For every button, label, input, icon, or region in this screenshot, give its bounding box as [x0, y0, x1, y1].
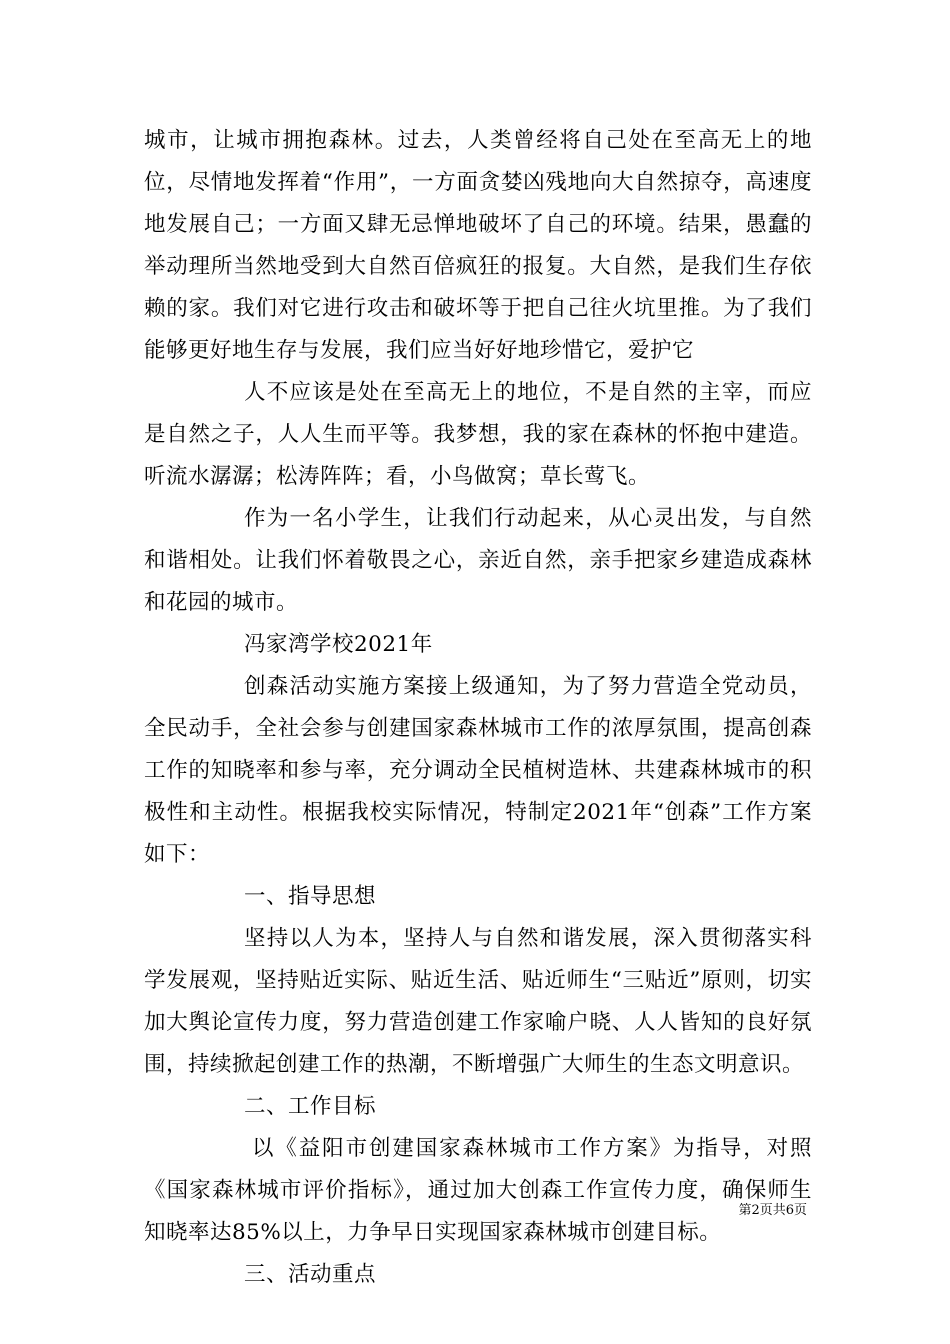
section-heading: 二、工作目标 — [244, 1094, 377, 1119]
paragraph: 作为一名小学生，让我们行动起来，从心灵出发，与自然和谐相处。让我们怀着敬畏之心，亲近自然，亲手把家乡建造成森林和花园的城市。 — [144, 506, 812, 615]
document-body — [144, 120, 812, 1296]
page-number: 第2页共6页 — [738, 1203, 807, 1218]
paragraph: 创森活动实施方案接上级通知，为了努力营造全党动员，全民动手，全社会参与创建国家森林城市工作的浓厚氛围，提高创森工作的知晓率和参与率，充分调动全民植树造林、共建森林城市的积极性和主动性。根据我校实际情况，特制定2021年“创森”工作方案如下： — [144, 674, 812, 867]
section-heading: 三、活动重点 — [244, 1262, 377, 1287]
paragraph-continuation: 城市，让城市拥抱森林。过去，人类曾经将自己处在至高无上的地位，尽情地发挥着“作用”，一方面贪婪凶残地向大自然掠夺，高速度地发展自己；一方面又肆无忌惮地破坏了自己的环境。结果，愚蠢的举动理所当然地受到大自然百倍疯狂的报复。大自然，是我们生存依赖的家。我们对它进行攻击和破坏等于把自己往火坑里推。为了我们能够更好地生存与发展，我们应当好好地珍惜它，爱护它 — [144, 128, 812, 363]
paragraph: 坚持以人为本，坚持人与自然和谐发展，深入贯彻落实科学发展观，坚持贴近实际、贴近生活、贴近师生“三贴近”原则，切实加大舆论宣传力度，努力营造创建工作家喻户晓、人人皆知的良好氛围，持续掀起创建工作的热潮，不断增强广大师生的生态文明意识。 — [144, 926, 812, 1077]
paragraph: 以《益阳市创建国家森林城市工作方案》为指导，对照《国家森林城市评价指标》，通过加大创森工作宣传力度，确保师生知晓率达85%以上，力争早日实现国家森林城市创建目标。 — [144, 1136, 812, 1245]
section-heading: 一、指导思想 — [244, 884, 377, 909]
paragraph: 人不应该是处在至高无上的地位，不是自然的主宰，而应是自然之子，人人生而平等。我梦想，我的家在森林的怀抱中建造。听流水潺潺；松涛阵阵；看，小鸟做窝；草长莺飞。 — [144, 380, 812, 489]
school-year-line: 冯家湾学校2021年 — [244, 632, 433, 657]
